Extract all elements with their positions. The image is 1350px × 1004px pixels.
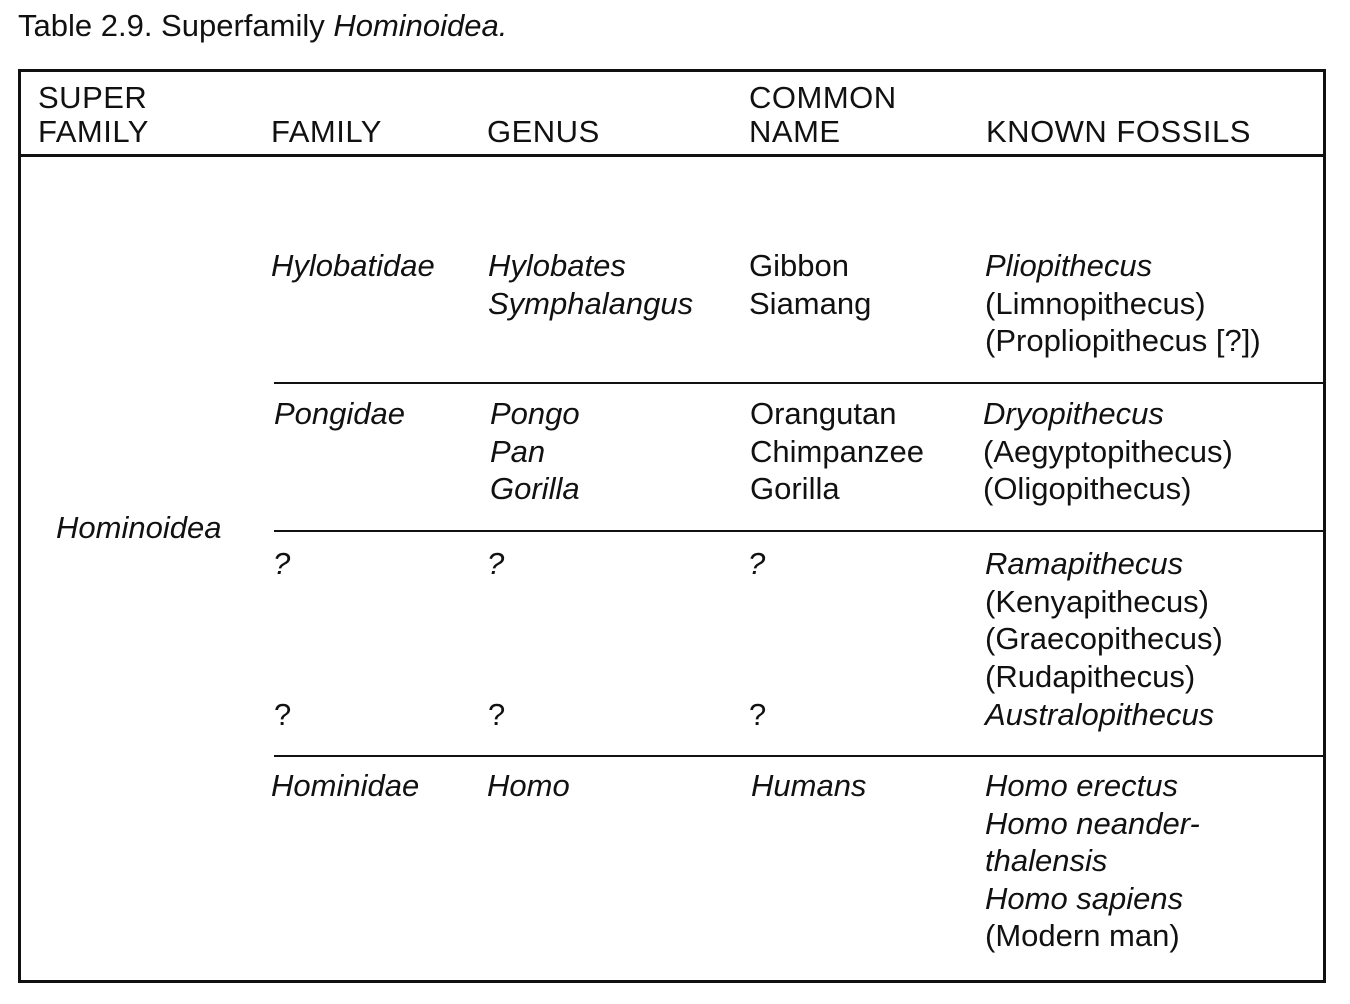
genus-cell: Homo <box>487 768 570 803</box>
fossil-name: (Propliopithecus [?]) <box>985 323 1261 359</box>
table-frame <box>18 69 1326 983</box>
row-divider <box>274 755 1323 757</box>
header-family: FAMILY <box>271 114 382 149</box>
row-divider <box>274 530 1323 532</box>
table-caption <box>18 8 507 44</box>
genus-value: Symphalangus <box>488 285 694 321</box>
family-cell: Pongidae <box>274 396 406 431</box>
genus-value: Pongo <box>490 396 580 431</box>
common-name-cell <box>750 395 924 508</box>
genus-value: Hylobates <box>488 248 626 283</box>
common-name-cell: ? <box>748 546 766 581</box>
header-superfamily-line1: SUPER <box>38 80 148 115</box>
fossil-name: Dryopithecus <box>983 396 1164 431</box>
caption-italic: Hominoidea. <box>333 8 508 43</box>
fossils-cell <box>983 395 1233 508</box>
header-superfamily <box>38 81 149 149</box>
genus-cell <box>488 247 693 322</box>
common-name-value: Siamang <box>749 285 872 321</box>
family-cell: Hylobatidae <box>271 248 435 283</box>
fossils-cell <box>985 696 1214 734</box>
fossil-name: Pliopithecus <box>985 248 1153 283</box>
fossils-cell <box>985 247 1261 360</box>
common-name-cell: Humans <box>751 768 867 803</box>
header-common-line2: NAME <box>749 114 841 149</box>
common-name-value: Gorilla <box>750 471 840 507</box>
row-divider <box>274 382 1323 384</box>
genus-value: Gorilla <box>490 471 580 507</box>
common-name-value: Orangutan <box>750 396 897 431</box>
fossil-name: Homo sapiens <box>985 880 1184 916</box>
header-genus: GENUS <box>487 114 600 149</box>
common-name-cell: ? <box>749 697 767 732</box>
family-cell: ? <box>274 697 292 732</box>
family-cell: Hominidae <box>271 768 420 803</box>
fossil-name: (Modern man) <box>985 918 1180 954</box>
family-cell: ? <box>273 546 291 581</box>
fossil-name: (Rudapithecus) <box>985 658 1196 694</box>
genus-cell: ? <box>487 546 505 581</box>
fossil-name: Ramapithecus <box>985 546 1184 581</box>
fossils-cell <box>985 767 1200 955</box>
fossil-name: Homo neander- <box>985 805 1200 841</box>
fossil-name: (Graecopithecus) <box>985 621 1223 657</box>
fossil-name: thalensis <box>985 843 1108 879</box>
fossil-name: (Oligopithecus) <box>983 471 1192 507</box>
genus-cell: ? <box>488 697 506 732</box>
header-superfamily-line2: FAMILY <box>38 114 149 149</box>
fossils-cell <box>985 545 1223 695</box>
header-known-fossils: KNOWN FOSSILS <box>986 114 1251 149</box>
fossil-name: Australopithecus <box>985 697 1215 732</box>
common-name-value: Gibbon <box>749 248 849 283</box>
fossil-name: (Aegyptopithecus) <box>983 433 1233 469</box>
superfamily-cell: Hominoidea <box>56 510 222 545</box>
common-name-cell <box>749 247 871 322</box>
common-name-value: Chimpanzee <box>750 433 925 469</box>
header-common-line1: COMMON <box>749 80 897 115</box>
genus-value: Pan <box>490 433 546 469</box>
caption-prefix: Table 2.9. Superfamily <box>18 8 334 43</box>
header-divider <box>21 154 1323 157</box>
fossil-name: (Kenyapithecus) <box>985 583 1210 619</box>
genus-cell <box>490 395 580 508</box>
fossil-name: (Limnopithecus) <box>985 285 1206 321</box>
header-common-name <box>749 81 897 149</box>
fossil-name: Homo erectus <box>985 768 1178 803</box>
